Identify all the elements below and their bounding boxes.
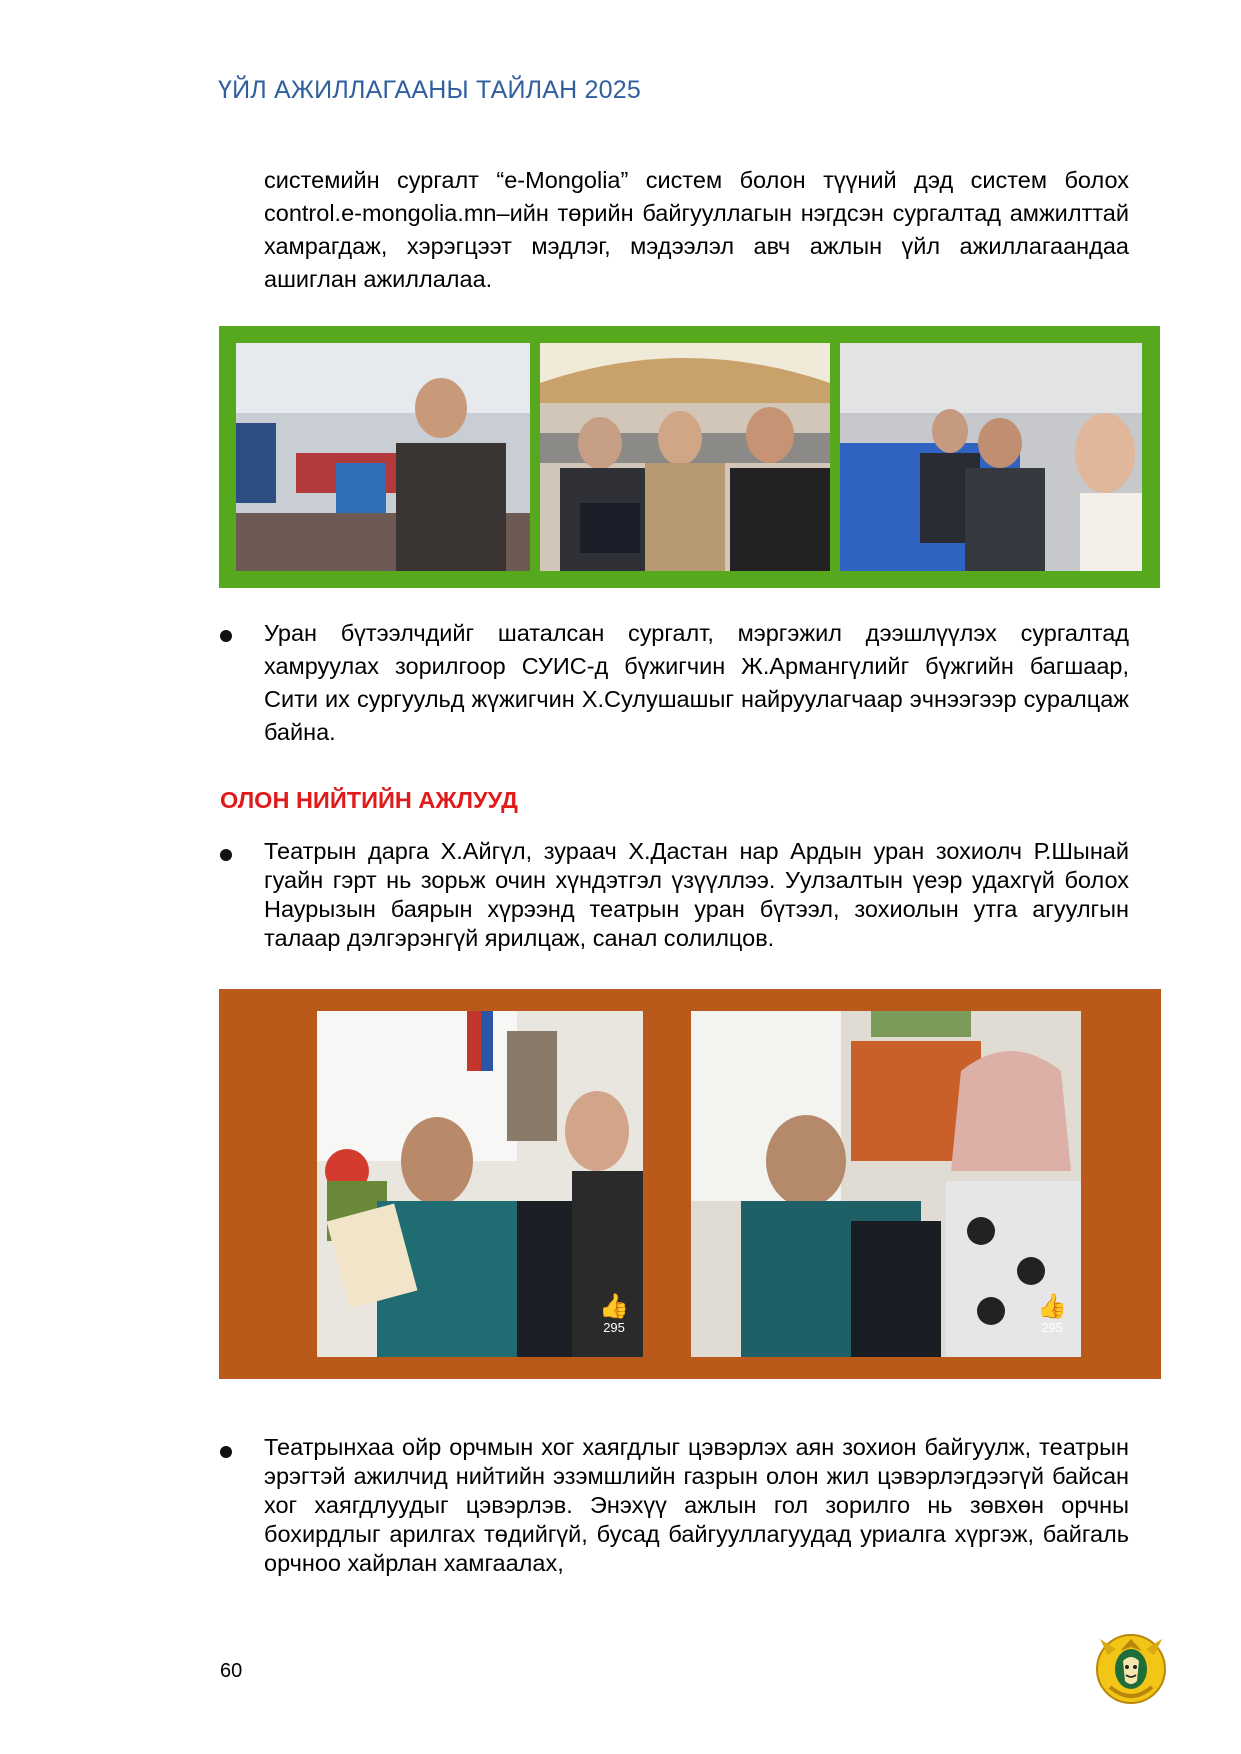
- like-count: 295: [1041, 1320, 1063, 1335]
- like-counter: [599, 1294, 629, 1335]
- section-heading-public-works: ОЛОН НИЙТИЙН АЖЛУУД: [220, 787, 518, 813]
- paragraph-cleanup-campaign: Театрынхаа ойр орчмын хог хаягдлыг цэвэрлэх аян зохион байгуулж, театрын эрэгтэй ажилчид нийтийн эзэмшлийн газрын олон жил цэвэрлэгдээгүй байсан хог хаягдлуудыг цэвэрлэв. Энэхүү ажлын гол зорилго нь зөвхөн орчны бохирдлыг арилгах төдийгүй, бусад байгууллагуудад уриалга хүргэж, байгаль орчноо хайрлан хамгаалах,: [264, 1434, 1129, 1576]
- like-count: 295: [603, 1320, 625, 1335]
- thumbs-up-icon: 👍: [599, 1293, 629, 1320]
- paragraph-writer-visit: Театрын дарга Х.Айгүл, зураач Х.Дастан нар Ардын уран зохиолч Р.Шынай гуайн гэрт нь зорьж очин хүндэтгэл үзүүллээ. Уулзалтын үеэр удахгүй болох Наурызын баярын хүрээнд театрын уран бүтээл, зохиолын утга агуулгын талаар дэлгэрэнгүй ярилцаж, санал солилцов.: [264, 838, 1129, 951]
- report-header-title: ҮЙЛ АЖИЛЛАГААНЫ ТАЙЛАН 2025: [218, 76, 641, 104]
- visit-photo-2: [691, 1011, 1081, 1357]
- bullet-icon: [220, 1446, 232, 1458]
- page-number: 60: [220, 1660, 243, 1682]
- like-counter: [1037, 1294, 1067, 1335]
- training-photo-2: [540, 343, 830, 571]
- training-photo-3: [840, 343, 1142, 571]
- training-photo-1: [236, 343, 530, 571]
- paragraph-training: системийн сургалт “e-Mongolia” систем болон түүний дэд систем болох control.e-mongolia.mn–ийн төрийн байгууллагын нэгдсэн сургалтад амжилттай хамрагдаж, хэрэгцээт мэдлэг, мэдээлэл авч ажлын үйл ажиллагаандаа ашиглан ажиллалаа.: [264, 167, 1129, 292]
- paragraph-artists-training: Уран бүтээлчдийг шаталсан сургалт, мэргэжил дээшлүүлэх сургалтад хамруулах зорилгоор СУИС-д бүжигчин Ж.Армангүлийг бүжгийн багшаар, Сити их сургуульд жүжигчин Х.Сулушашыг найруулагчаар эчнээгээр суралцаж байна.: [264, 620, 1129, 745]
- thumbs-up-icon: 👍: [1037, 1293, 1067, 1320]
- visit-photo-1: [317, 1011, 643, 1357]
- training-photo-frame: [219, 326, 1160, 588]
- theatre-emblem-logo: [1090, 1625, 1172, 1707]
- bullet-icon: [220, 849, 232, 861]
- visit-photo-frame: [219, 989, 1161, 1379]
- bullet-icon: [220, 630, 232, 642]
